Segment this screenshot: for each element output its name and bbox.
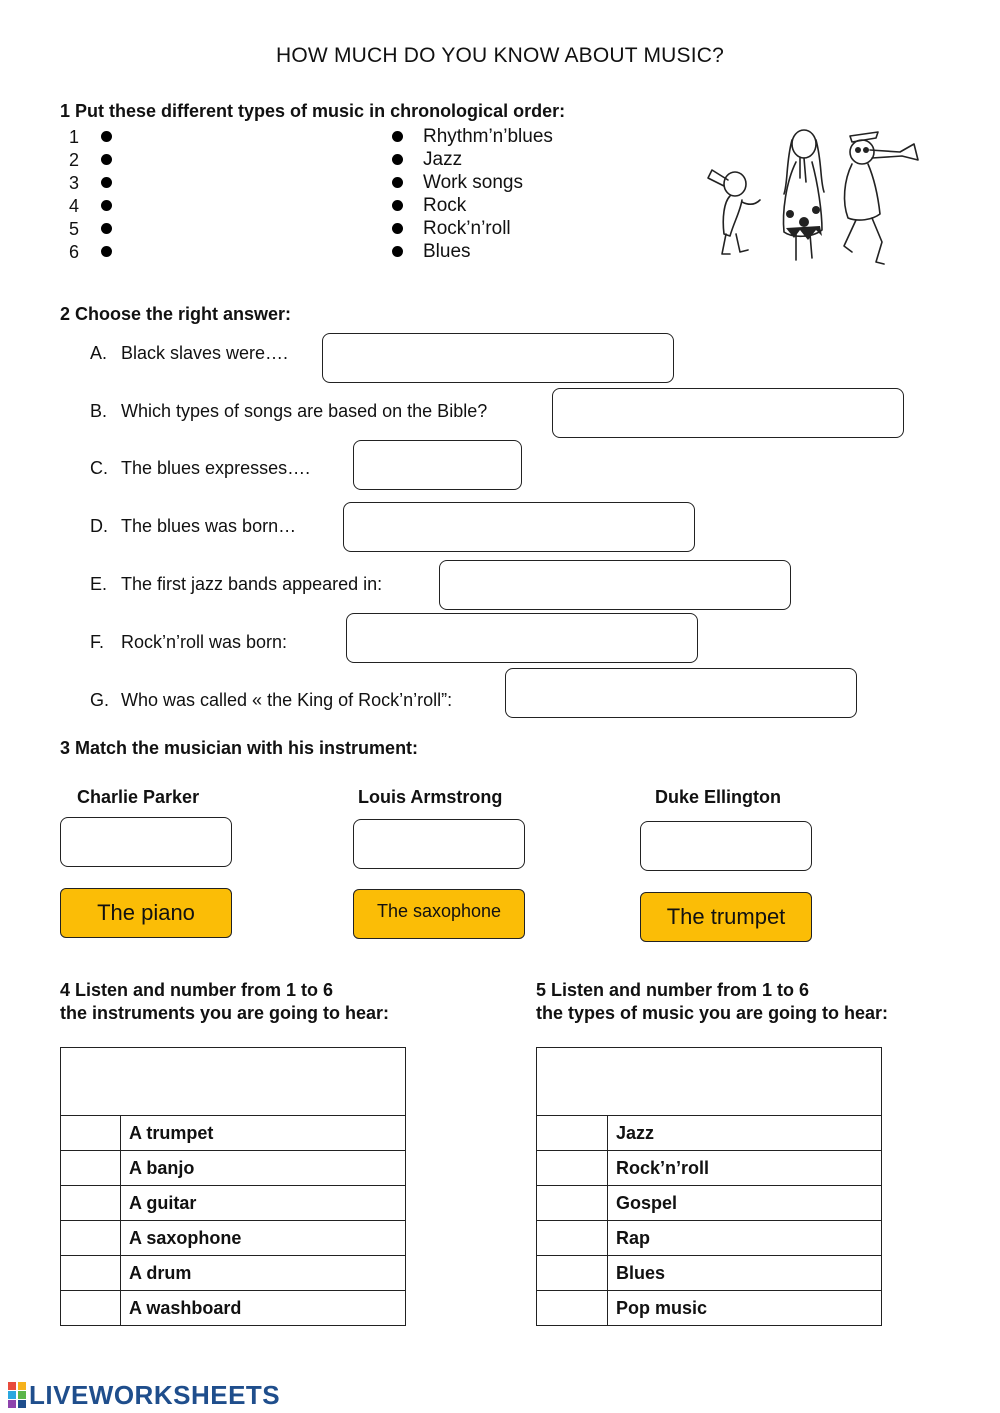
order-drop-slot[interactable] xyxy=(101,131,112,142)
music-type-option[interactable]: Work songs xyxy=(423,172,523,193)
question-letter: F. xyxy=(90,632,105,652)
music-type-label: Rock’n’roll xyxy=(608,1151,882,1186)
answer-box-f[interactable] xyxy=(346,613,698,663)
section2-heading: 2 Choose the right answer: xyxy=(60,304,292,324)
order-number: 2 xyxy=(69,150,80,170)
table-row xyxy=(61,1151,406,1186)
table-row xyxy=(61,1291,406,1326)
order-number: 4 xyxy=(69,196,80,216)
section3-heading: 3 Match the musician with his instrument: xyxy=(60,738,419,758)
musician-name: Louis Armstrong xyxy=(358,787,503,807)
music-type-option[interactable]: Rock xyxy=(423,195,467,216)
number-input[interactable] xyxy=(61,1186,121,1221)
section1-heading: 1 Put these different types of music in chronological order: xyxy=(60,101,566,121)
table-row xyxy=(61,1186,406,1221)
table-row xyxy=(61,1256,406,1291)
musicians-illustration xyxy=(700,122,930,270)
section4-heading-line2: the instruments you are going to hear: xyxy=(60,1003,390,1023)
number-input[interactable] xyxy=(61,1256,121,1291)
order-drop-slot[interactable] xyxy=(101,154,112,165)
table-row xyxy=(537,1221,882,1256)
instrument-saxophone-tile[interactable]: The saxophone xyxy=(353,889,525,939)
match-drop-box[interactable] xyxy=(353,819,525,869)
number-input[interactable] xyxy=(61,1116,121,1151)
answer-box-d[interactable] xyxy=(343,502,695,552)
instrument-label: A washboard xyxy=(121,1291,406,1326)
music-type-label: Pop music xyxy=(608,1291,882,1326)
musician-name: Duke Ellington xyxy=(655,787,781,807)
order-drop-slot[interactable] xyxy=(101,200,112,211)
question-text: The blues was born… xyxy=(121,516,297,536)
musician-name: Charlie Parker xyxy=(77,787,200,807)
instrument-label: A drum xyxy=(121,1256,406,1291)
instrument-piano-tile[interactable]: The piano xyxy=(60,888,232,938)
order-drop-slot[interactable] xyxy=(101,246,112,257)
bullet-icon xyxy=(392,246,403,257)
match-drop-box[interactable] xyxy=(60,817,232,867)
bullet-icon xyxy=(392,131,403,142)
question-letter: A. xyxy=(90,343,108,363)
number-input[interactable] xyxy=(537,1291,608,1326)
music-type-label: Jazz xyxy=(608,1116,882,1151)
page-title: HOW MUCH DO YOU KNOW ABOUT MUSIC? xyxy=(275,44,725,67)
number-input[interactable] xyxy=(61,1151,121,1186)
order-drop-slot[interactable] xyxy=(101,177,112,188)
bullet-icon xyxy=(392,177,403,188)
number-input[interactable] xyxy=(537,1186,608,1221)
music-type-label: Blues xyxy=(608,1256,882,1291)
number-input[interactable] xyxy=(61,1291,121,1326)
instrument-label: A trumpet xyxy=(121,1116,406,1151)
number-input[interactable] xyxy=(537,1116,608,1151)
question-text: Who was called « the King of Rock’n’roll”: xyxy=(121,690,453,710)
table-row xyxy=(537,1186,882,1221)
table-row xyxy=(537,1256,882,1291)
number-input[interactable] xyxy=(61,1221,121,1256)
answer-box-c[interactable] xyxy=(353,440,522,490)
music-type-label: Gospel xyxy=(608,1186,882,1221)
order-number: 1 xyxy=(69,127,80,147)
bullet-icon xyxy=(392,200,403,211)
question-letter: C. xyxy=(90,458,108,478)
question-text: Black slaves were…. xyxy=(121,343,289,363)
table-row xyxy=(61,1221,406,1256)
order-number: 3 xyxy=(69,173,80,193)
music-type-label: Rap xyxy=(608,1221,882,1256)
audio-player-area[interactable] xyxy=(61,1048,406,1116)
answer-box-b[interactable] xyxy=(552,388,904,438)
section4-heading-line1: 4 Listen and number from 1 to 6 xyxy=(60,980,334,1000)
bullet-icon xyxy=(392,154,403,165)
music-types-table xyxy=(536,1047,882,1326)
music-type-option[interactable]: Rhythm’n’blues xyxy=(423,126,553,147)
question-text: Rock’n’roll was born: xyxy=(121,632,288,652)
question-letter: B. xyxy=(90,401,108,421)
instruments-table xyxy=(60,1047,406,1326)
order-drop-slot[interactable] xyxy=(101,223,112,234)
brand-text: LIVEWORKSHEETS xyxy=(29,1380,281,1410)
question-text: The first jazz bands appeared in: xyxy=(121,574,383,594)
number-input[interactable] xyxy=(537,1151,608,1186)
instrument-trumpet-tile[interactable]: The trumpet xyxy=(640,892,812,942)
instrument-label: A guitar xyxy=(121,1186,406,1221)
question-letter: G. xyxy=(90,690,110,710)
order-number: 6 xyxy=(69,242,80,262)
number-input[interactable] xyxy=(537,1221,608,1256)
instrument-label: A banjo xyxy=(121,1151,406,1186)
order-number: 5 xyxy=(69,219,80,239)
answer-box-e[interactable] xyxy=(439,560,791,610)
question-letter: D. xyxy=(90,516,108,536)
answer-box-a[interactable] xyxy=(322,333,674,383)
table-row xyxy=(61,1116,406,1151)
bullet-icon xyxy=(392,223,403,234)
question-text: Which types of songs are based on the Bible? xyxy=(121,401,488,421)
music-type-option[interactable]: Rock’n’roll xyxy=(423,218,511,239)
question-letter: E. xyxy=(90,574,108,594)
match-drop-box[interactable] xyxy=(640,821,812,871)
liveworksheets-logo-icon xyxy=(8,1382,26,1408)
table-row xyxy=(537,1116,882,1151)
question-text: The blues expresses…. xyxy=(121,458,311,478)
number-input[interactable] xyxy=(537,1256,608,1291)
instrument-label: A saxophone xyxy=(121,1221,406,1256)
music-type-option[interactable]: Blues xyxy=(423,241,471,262)
answer-box-g[interactable] xyxy=(505,668,857,718)
table-row xyxy=(537,1151,882,1186)
section5-heading-line2: the types of music you are going to hear: xyxy=(536,1003,889,1023)
liveworksheets-logo[interactable] xyxy=(8,1380,280,1411)
table-row xyxy=(537,1291,882,1326)
music-type-option[interactable]: Jazz xyxy=(423,149,463,170)
audio-player-area[interactable] xyxy=(537,1048,882,1116)
section5-heading-line1: 5 Listen and number from 1 to 6 xyxy=(536,980,810,1000)
